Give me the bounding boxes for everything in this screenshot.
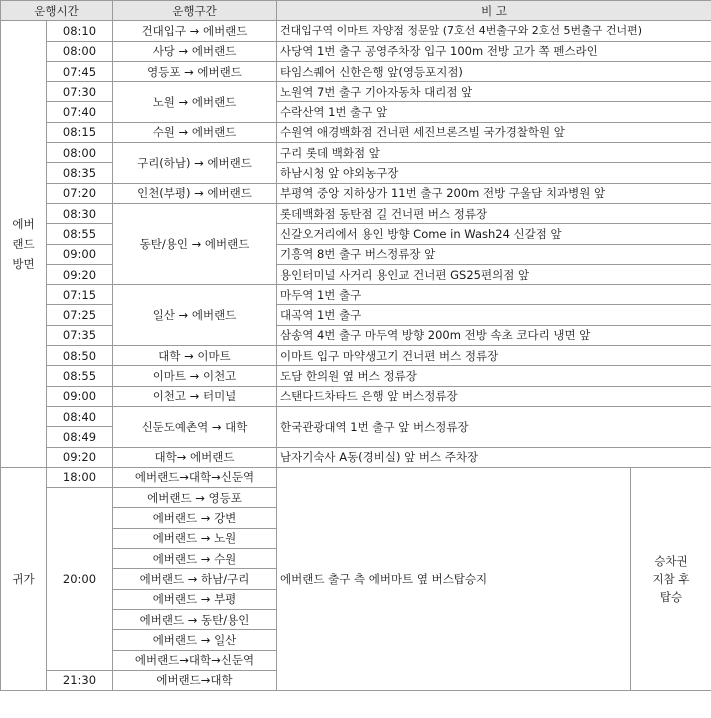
departure-time: 08:49 xyxy=(47,427,113,447)
route-name: 에버랜드→대학→신둔역 xyxy=(113,467,277,487)
pickup-note: 수락산역 1번 출구 앞 xyxy=(277,102,711,122)
departure-time: 08:00 xyxy=(47,41,113,61)
table-row xyxy=(1,285,711,305)
pickup-note: 한국관광대역 1번 출구 앞 버스정류장 xyxy=(277,406,711,447)
route-name: 이마트 → 이천고 xyxy=(113,366,277,386)
departure-time: 08:55 xyxy=(47,366,113,386)
table-row xyxy=(1,366,711,386)
route-name: 대학→ 에버랜드 xyxy=(113,447,277,467)
outbound-label-line: 에버 xyxy=(12,217,35,232)
header-note: 비 고 xyxy=(277,1,711,21)
return-section xyxy=(1,467,711,690)
pickup-note: 기흥역 8번 출구 버스정류장 앞 xyxy=(277,244,711,264)
boarding-note: 에버랜드 출구 측 에버마트 옆 버스탑승지 xyxy=(277,467,631,690)
departure-time: 07:35 xyxy=(47,325,113,345)
departure-time: 08:10 xyxy=(47,21,113,41)
pickup-note: 마두역 1번 출구 xyxy=(277,285,711,305)
departure-time: 08:15 xyxy=(47,122,113,142)
outbound-label-line: 방면 xyxy=(12,257,35,272)
departure-time: 21:30 xyxy=(47,670,113,690)
table-row xyxy=(1,467,711,487)
route-name: 에버랜드 → 수원 xyxy=(113,549,277,569)
pickup-note: 스탠다드차타드 은행 앞 버스정류장 xyxy=(277,386,711,406)
table-row xyxy=(1,406,711,426)
pickup-note: 사당역 1번 출구 공영주차장 입구 100m 전방 고가 쪽 펜스라인 xyxy=(277,41,711,61)
departure-time: 07:15 xyxy=(47,285,113,305)
pickup-note: 타임스퀘어 신한은행 앞(영등포지점) xyxy=(277,61,711,81)
outbound-section xyxy=(1,21,711,468)
route-name: 사당 → 에버랜드 xyxy=(113,41,277,61)
table-row xyxy=(1,386,711,406)
departure-time: 08:00 xyxy=(47,143,113,163)
route-name: 건대입구 → 에버랜드 xyxy=(113,21,277,41)
pickup-note: 부평역 중앙 지하상가 11번 출구 200m 전방 구울담 치과병원 앞 xyxy=(277,183,711,203)
route-name: 에버랜드→대학→신둔역 xyxy=(113,650,277,670)
route-name: 에버랜드 → 부평 xyxy=(113,589,277,609)
table-row xyxy=(1,346,711,366)
route-name: 에버랜드 → 강변 xyxy=(113,508,277,528)
pickup-note: 삼송역 4번 출구 마두역 방향 200m 전방 속초 코다리 냉면 앞 xyxy=(277,325,711,345)
route-name: 이천고 → 터미널 xyxy=(113,386,277,406)
route-name: 일산 → 에버랜드 xyxy=(113,285,277,346)
route-name: 에버랜드 → 하남/구리 xyxy=(113,569,277,589)
departure-time: 09:20 xyxy=(47,447,113,467)
departure-time: 09:00 xyxy=(47,386,113,406)
header-row xyxy=(1,1,711,21)
header-route: 운행구간 xyxy=(113,1,277,21)
route-name: 구리(하남) → 에버랜드 xyxy=(113,143,277,184)
table-row xyxy=(1,41,711,61)
table-row xyxy=(1,82,711,102)
pickup-note: 용인터미널 사거리 용인교 건너편 GS25편의점 앞 xyxy=(277,264,711,284)
route-name: 에버랜드 → 일산 xyxy=(113,630,277,650)
pickup-note: 하남시청 앞 야외농구장 xyxy=(277,163,711,183)
table-row xyxy=(1,61,711,81)
departure-time: 08:35 xyxy=(47,163,113,183)
pickup-note: 대곡역 1번 출구 xyxy=(277,305,711,325)
table-row xyxy=(1,203,711,223)
table-row xyxy=(1,143,711,163)
pickup-note: 건대입구역 이마트 자양점 정문앞 (7호선 4번출구와 2호선 5번출구 건너편) xyxy=(277,21,711,41)
table-row xyxy=(1,183,711,203)
outbound-label xyxy=(1,21,47,468)
route-name: 대학 → 이마트 xyxy=(113,346,277,366)
table-row xyxy=(1,264,711,284)
departure-time: 07:20 xyxy=(47,183,113,203)
departure-time: 08:40 xyxy=(47,406,113,426)
route-name: 동탄/용인 → 에버랜드 xyxy=(113,203,277,284)
departure-time: 18:00 xyxy=(47,467,113,487)
header-time: 운행시간 xyxy=(1,1,113,21)
departure-time: 07:45 xyxy=(47,61,113,81)
departure-time: 08:50 xyxy=(47,346,113,366)
table-row xyxy=(1,102,711,122)
route-name: 영등포 → 에버랜드 xyxy=(113,61,277,81)
table-row xyxy=(1,244,711,264)
route-name: 노원 → 에버랜드 xyxy=(113,82,277,123)
table-row xyxy=(1,447,711,467)
return-label: 귀가 xyxy=(1,467,47,690)
outbound-label-line: 랜드 xyxy=(12,237,35,252)
departure-time: 09:20 xyxy=(47,264,113,284)
table-row xyxy=(1,21,711,41)
route-name: 에버랜드 → 동탄/용인 xyxy=(113,609,277,629)
pickup-note: 수원역 애경백화점 건너편 세진브론즈빌 국가경찰학원 앞 xyxy=(277,122,711,142)
table-row xyxy=(1,122,711,142)
table-row xyxy=(1,224,711,244)
route-name: 에버랜드 → 노원 xyxy=(113,528,277,548)
route-name: 에버랜드 → 영등포 xyxy=(113,488,277,508)
ticket-note-line: 승차권 xyxy=(654,553,688,568)
pickup-note: 롯데백화점 동탄점 길 건너편 버스 정류장 xyxy=(277,203,711,223)
departure-time: 09:00 xyxy=(47,244,113,264)
departure-time: 07:25 xyxy=(47,305,113,325)
ticket-note-line: 지참 후 xyxy=(652,571,690,586)
table-row xyxy=(1,325,711,345)
route-name: 인천(부평) → 에버랜드 xyxy=(113,183,277,203)
table-row xyxy=(1,305,711,325)
departure-time: 07:40 xyxy=(47,102,113,122)
pickup-note: 구리 롯데 백화점 앞 xyxy=(277,143,711,163)
departure-time: 07:30 xyxy=(47,82,113,102)
route-name: 수원 → 에버랜드 xyxy=(113,122,277,142)
ticket-note-line: 탑승 xyxy=(659,589,683,604)
ticket-note xyxy=(631,467,711,690)
route-name: 신둔도예촌역 → 대학 xyxy=(113,406,277,447)
pickup-note: 이마트 입구 마약생고기 건너편 버스 정류장 xyxy=(277,346,711,366)
departure-time: 08:30 xyxy=(47,203,113,223)
route-name: 에버랜드→대학 xyxy=(113,670,277,690)
pickup-note: 노원역 7번 출구 기아자동차 대리점 앞 xyxy=(277,82,711,102)
departure-time: 08:55 xyxy=(47,224,113,244)
table-row xyxy=(1,163,711,183)
pickup-note: 신갈오거리에서 용인 방향 Come in Wash24 신갈점 앞 xyxy=(277,224,711,244)
pickup-note: 남자기숙사 A동(경비실) 앞 버스 주차장 xyxy=(277,447,711,467)
pickup-note: 도담 한의원 옆 버스 정류장 xyxy=(277,366,711,386)
departure-time: 20:00 xyxy=(47,488,113,671)
